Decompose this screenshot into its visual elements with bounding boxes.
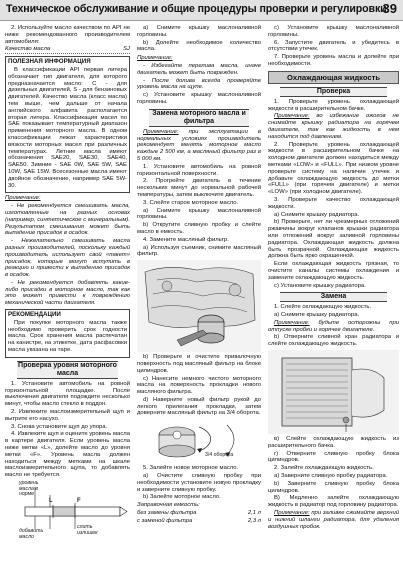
c2-c: с) Установите крышку маслоналивной горловины. xyxy=(137,92,261,105)
c2-s3b: b) Открутите сливную пробку и слейте масло в емкость. xyxy=(137,222,261,235)
c2-note2-label: Примечание: xyxy=(143,128,179,135)
dipstick-figure xyxy=(5,481,130,541)
c2-note-2: - После долива всегда проверяйте уровень масла на щупе. xyxy=(137,77,261,91)
section-oil-level: Проверка уровня моторного масла xyxy=(18,361,117,377)
recommendation-box xyxy=(5,309,130,358)
c3-z2: 2. Залейте охлаждающую жидкость. xyxy=(274,465,374,472)
c3-p1-note xyxy=(268,113,399,140)
c3-z1c: в) Слейте охлаждающую жидкость из расширительного бачка. xyxy=(268,436,399,449)
note-label: Примечание: xyxy=(5,195,41,202)
c2-s5b: b) Залейте моторное масло. xyxy=(143,494,221,501)
c3-z2b: b) Заверните сливную пробку блока цилиндров. xyxy=(268,480,399,494)
label-add-oil: добавить масло xyxy=(19,528,44,540)
note-1: - Не рекомендуется смешивать масла, изготовленные на разных основах (например, синтетическое с минеральным). Результатом смешивания может быть выпадение присадок в осадок. xyxy=(5,203,130,237)
page-header xyxy=(0,0,403,21)
c3-z2c: В) Медленно залейте охлаждающую жидкость в радиатор под горловину радиатора. xyxy=(268,495,399,509)
c3-s6: 6. Запустите двигатель и убедитесь в отсутствии утечек. xyxy=(268,39,399,53)
label-level-normal: уровень масла в норме xyxy=(19,480,39,498)
section-oil-change: Замена моторного масла и фильтра xyxy=(149,109,249,127)
oil-quality-intro: 2. Используйте масло качеством по API не ниже рекомендованного производителем автомобиля: xyxy=(5,25,130,45)
c2-note-1: - Избегайте перелива масла, иначе двигатель может быть поврежден. xyxy=(137,62,261,76)
label-drain-excess: слить излишек xyxy=(77,524,98,536)
c2-s4a: а) Используя съемник, снимите масляный фильтр. xyxy=(137,244,261,258)
c2-note2-text: при эксплуатации в нормальных условиях производитель рекомендует менять моторное масло каждые 2 500 км, а масляный фильтр раз в 5 000 км. xyxy=(137,128,261,162)
label-F: F xyxy=(77,498,81,505)
oil-step-2: 2. Извлеките маслоизмерительный щуп и вытрите его насухо. xyxy=(5,409,130,422)
label-three-quarter-turn: 3/4 оборота xyxy=(205,452,234,459)
c3-p1-note-label: Примечание: xyxy=(274,113,310,120)
c2-s5a: а) Очистите сливную пробку при необходимости установите новую прокладку и заверните сливную пробку. xyxy=(137,473,261,493)
oil-filter-removal-figure xyxy=(137,260,261,352)
info-box xyxy=(5,56,130,193)
c3-p1-note-text: во избежание ожогов не снимайте крышку радиатора на горячем двигателе, так как жидкость в нем находится под давлением. xyxy=(268,113,399,140)
oil-quality-label: Качество масла xyxy=(5,46,51,53)
c3-c: с) Установите крышку маслоналивной горловины. xyxy=(268,25,399,38)
section-coolant: Охлаждающая жидкость xyxy=(268,71,399,84)
c3-z1-note xyxy=(268,320,399,334)
engine-illustration xyxy=(137,260,261,352)
c3-p3b: b) Проверьте, нет ли чрезмерных отложений ржавчины вокруг клапанов крышки радиатора или отложений вокруг заливной горловины радиатора. Охлаждающая жидкость должна быть прозрачной. Охлаждающая жидкость должна быть ярко окрашенной. xyxy=(268,219,399,260)
c2-fill-label: Заправочная емкость: xyxy=(137,502,200,509)
c3-z1b: b) Отверните сливной кран радиатора и слейте охлаждающую жидкость. xyxy=(268,334,399,348)
c2-s3a: а) Снимите крышку маслоналивной горловины. xyxy=(137,207,261,221)
recommendation-text: При покупке моторного масла также необходимо проверить срок годности масла. Срок хранения масла распечатан на канистре, на этикетке, дата расфасовки масла указана на таре. xyxy=(8,319,127,354)
column-1 xyxy=(5,25,130,566)
c3-p2: 2. Проверьте уровень охлаждающей жидкости в расширительном бачке на холодном двигателе должен находиться между метками «LOW» и «FULL». При низком уровне проверьте систему на наличие утечек и добавьте охлаждающую жидкость до метки «FULL» (при горячем двигателе) и метки «LOW» (при холодном двигателе). xyxy=(268,141,399,196)
oil-quality-line xyxy=(5,46,130,54)
c2-b: b) Долейте необходимое количество масла. xyxy=(137,39,261,53)
recommendation-title: РЕКОМЕНДАЦИИ xyxy=(8,311,61,319)
c3-p3: 3. Проверьте качество охлаждающей жидкости. xyxy=(268,196,399,210)
label-L: L xyxy=(49,498,53,505)
c2-a: а) Снимите крышку маслоналивной горловины. xyxy=(137,25,261,38)
c3-p1: 1. Проверьте уровень охлаждающей жидкости в расширительном бачке. xyxy=(268,98,399,112)
c3-z1: 1. Слейте охлаждающую жидкость. xyxy=(274,304,372,311)
c3-z1a: а) Снимите крышку радиатора. xyxy=(274,312,360,319)
fill1-label: без замены фильтра xyxy=(137,510,197,517)
filter-tighten-figure xyxy=(137,419,261,463)
radiator-illustration xyxy=(268,350,399,434)
info-box-title: ПОЛЕЗНАЯ ИНФОРМАЦИЯ xyxy=(8,58,91,66)
c3-z1d: г) Отверните сливную пробку блока цилиндров. xyxy=(268,450,399,464)
subsection-check: Проверка xyxy=(280,87,387,97)
c2-s2: 2. Прогрейте двигатель в течение нескольких минут до нормальной рабочей температуры, затем выключите двигатель. xyxy=(137,178,261,198)
c2-note2 xyxy=(137,129,261,163)
fill2-label: с заменой фильтра xyxy=(137,517,193,524)
oil-quality-value: SJ xyxy=(123,46,130,53)
c2-s4b: b) Проверьте и очистите привалочную поверхность под масляный фильтр на блоке цилиндров. xyxy=(137,354,261,374)
info-box-text: В классификации API первая литера обозначает тип двигателя, для которого предназначается масло: С - для дизельных двигателей, S - для бензиновых двигателей. Качество масла (класс масла) тем выше, чем дальше от начала английского алфавита располагается вторая литера. Классификация масел по SAE показывает температурный диапазон применения моторного масла. В одном классификации лежат характеристики вязкости моторных масел при различных температурах. Летние масла имеют обозначения SAE20, SAE30, SAE40, SAE50. Зимние - SAE 0W, SAE 5W, SAE 10W, SAE 15W. Всесезонные масла имеют двойное обозначение, например SAE 5W-30. xyxy=(8,66,127,189)
c2-s4: 4. Замените масляный фильтр. xyxy=(143,236,229,243)
c2-fill-row-1 xyxy=(137,510,261,517)
fill2-value: 2,3 л xyxy=(247,517,261,524)
note-3: - Не рекомендуется добавлять какие-либо присадки в моторное масло, так как это может привести к повреждению механической части двигателя. xyxy=(5,279,130,307)
subsection-replace: Замена xyxy=(280,292,387,302)
filter-tighten-illustration xyxy=(137,419,261,463)
oil-step-3: 3. Снова установите щуп до упора. xyxy=(11,423,108,430)
c2-s4c: с) Нанесите немного чистого моторного масла на поверхность прокладки нового масляного фильтра. xyxy=(137,375,261,396)
column-2 xyxy=(137,25,261,566)
oil-step-1: 1. Установите автомобиль на ровной горизонтальной площадке. После выключения двигателя подождите несколько минут, чтобы масло стекло в поддон. xyxy=(5,380,130,408)
c2-s4d: d) Наверните новый фильтр рукой до легкого прилегания прокладки, затем доверните масляный фильтр на 3/4 оборота. xyxy=(137,396,261,417)
c3-p3a: а) Снимите крышку радиатора. xyxy=(274,211,360,218)
c3-z2-note-label: Примечание: xyxy=(274,510,310,517)
c2-s3: 3. Слейте старое моторное масло. xyxy=(143,199,239,206)
oil-step-4: 4. Извлеките щуп и оцените уровень масла в картере двигателя. Если уровень масла ниже метки «L», долейте масло до уровня метки «F». Уровень масла должен находиться между метками на шкале маслоизмерительного щупа, то добавлять масло не требуется. xyxy=(5,431,130,479)
page-number: 39 xyxy=(382,1,397,16)
c3-z2-note xyxy=(268,510,399,530)
c2-s1: 1. Установите автомобиль на ровной горизонтальной поверхности. xyxy=(137,163,261,177)
c3-z2a: а) Заверните сливную пробку радиатора. xyxy=(274,473,388,480)
note-2: - Нежелательно смешивать масла разных производителей, поскольку каждый производитель использует свой «пакет» присадок, которые могут вступить в реакцию и привести к выпадению присадок в осадок. xyxy=(5,238,130,279)
c2-fill-row-2 xyxy=(137,518,261,525)
column-3 xyxy=(268,25,399,566)
c3-p3c: Если охлаждающая жидкость грязная, то очистите каналы системы охлаждения и замените охлаждающую жидкость. xyxy=(268,261,399,281)
radiator-figure xyxy=(268,350,399,434)
c3-z1-note-label: Примечание: xyxy=(274,319,310,326)
c3-z1-note-text: будьте осторожны при отпуске пробки и горячее двигателе. xyxy=(268,319,399,333)
c3-s7: 7. Проверьте уровень масла и долейте при необходимости. xyxy=(268,54,399,67)
page-title: Техническое обслуживание и общие процедуры проверки и регулировки xyxy=(6,3,387,15)
c2-s5: 5. Залейте новое моторное масло. xyxy=(143,465,239,472)
c3-p3d: с) Установите крышку радиатора. xyxy=(274,282,366,289)
c3-z2-note-text: при заливке сжимайте верхний и нижний шланги радиатора, для удаления воздушных пробок. xyxy=(268,510,399,530)
c2-note-label: Примечание: xyxy=(137,55,173,62)
fill1-value: 2,1 л xyxy=(247,510,261,517)
